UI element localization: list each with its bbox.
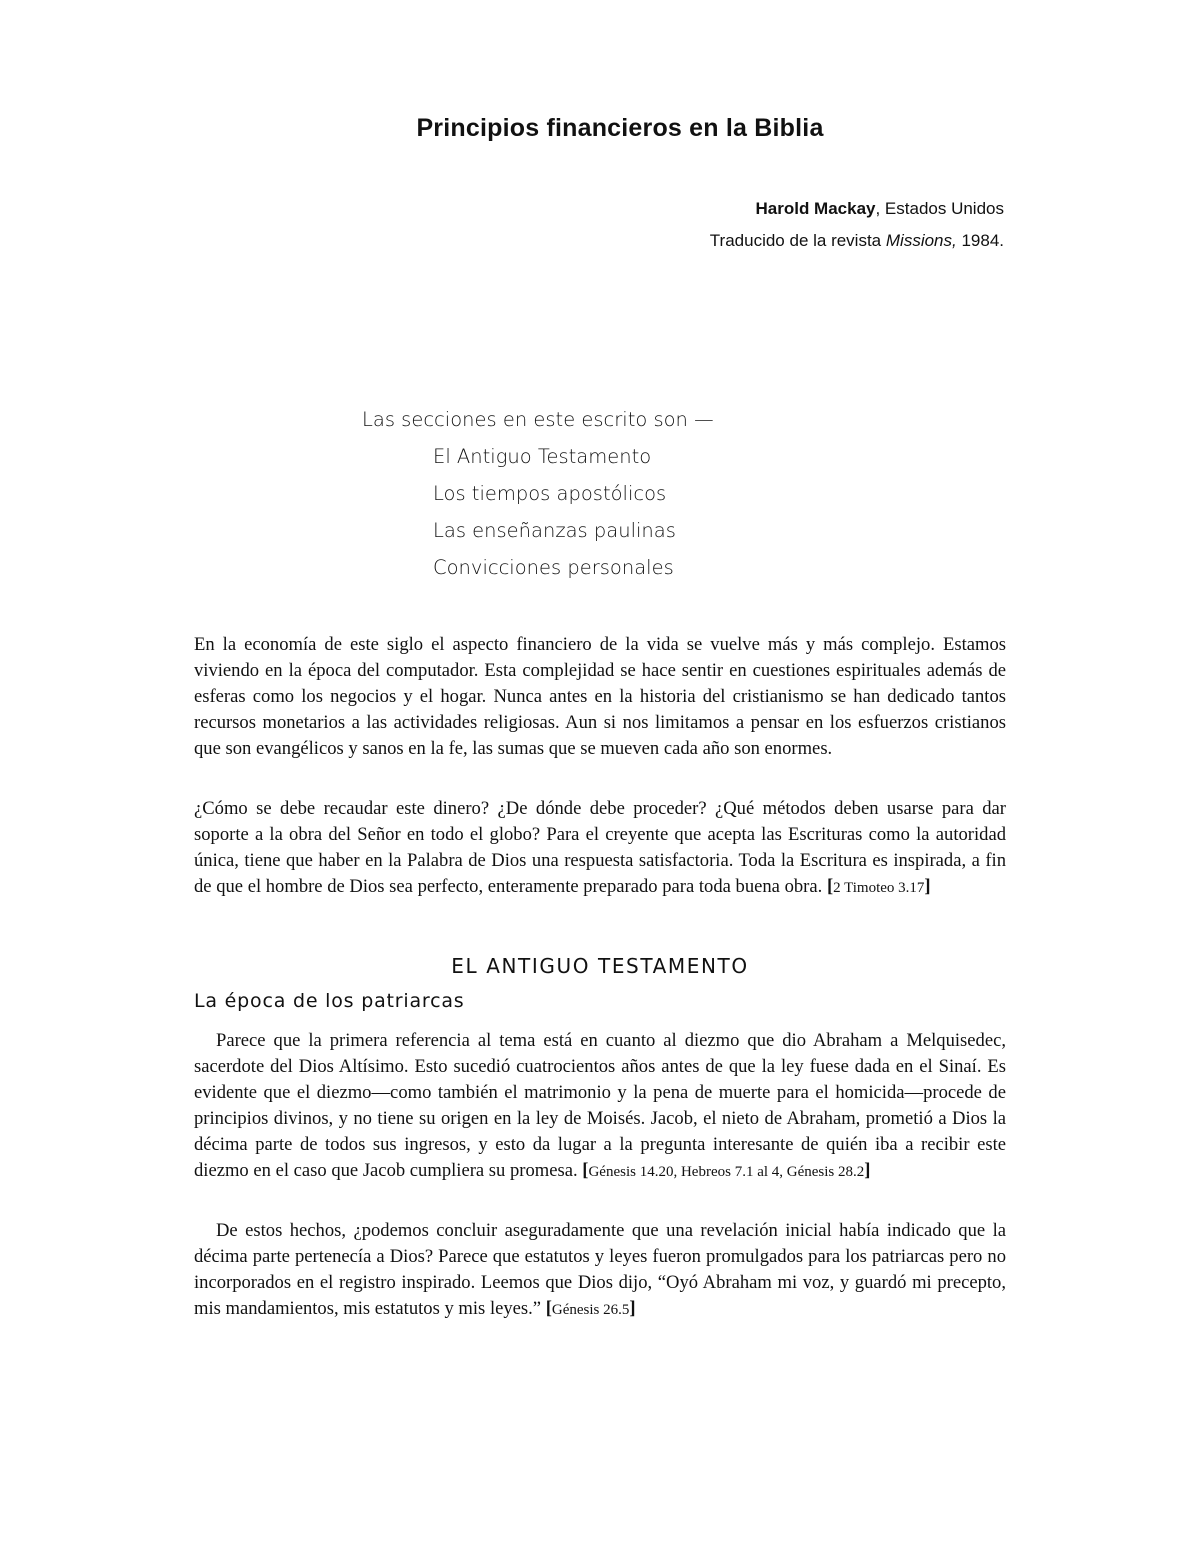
- paragraph-body: [194, 1218, 1006, 1324]
- paragraph-body: [194, 796, 1006, 902]
- section-item: Las enseñanzas paulinas: [433, 519, 676, 542]
- sections-list: [362, 408, 714, 580]
- intro-paragraph-1: [194, 632, 1006, 762]
- section-item: El Antiguo Testamento: [433, 445, 652, 468]
- publication-year: 1984.: [956, 231, 1004, 250]
- scripture-reference: Génesis 14.20, Hebreos 7.1 al 4, Génesis 28.2: [588, 1163, 865, 1180]
- sections-intro: Las secciones en este escrito son —: [362, 408, 714, 431]
- magazine-name: Missions,: [885, 231, 957, 250]
- sections-items: [362, 445, 714, 580]
- bracket-close: ]: [864, 1159, 871, 1181]
- author-line: [755, 199, 1004, 219]
- section-item: Convicciones personales: [433, 556, 674, 579]
- paragraph-text: Parece que la primera referencia al tema está en cuanto al diezmo que dio Abraham a Melquisedec, sacerdote del Dios Altísimo. Esto sucedió cuatrocientos años antes de que la ley fuese dada en el Sinaí. Es evidente que el diezmo—como también el matrimonio y la pena de muerte para el homicida—procede de principios divinos, y no tiene su origen en la ley de Moisés. Jacob, el nieto de Abraham, prometió a Dios la décima parte de todos sus ingresos, y esto da lugar a la pregunta interesante de quién iba a recibir este diezmo en el caso que Jacob cumpliera su promesa.: [194, 1030, 1006, 1181]
- paragraph-text: ¿Cómo se debe recaudar este dinero? ¿De dónde debe proceder? ¿Qué métodos deben usarse para dar soporte a la obra del Señor en todo el globo? Para el creyente que acepta las Escrituras como la autoridad única, tiene que haber en la Palabra de Dios una respuesta satisfactoria. Toda la Escritura es inspirada, a fin de que el hombre de Dios sea perfecto, enteramente preparado para toda buena obra.: [194, 798, 1006, 897]
- paragraph-text: En la economía de este siglo el aspecto financiero de la vida se vuelve más y más complejo. Estamos viviendo en la época del computador. Esta complejidad se hace sentir en cuestiones espirituales además de esferas como los negocios y el hogar. Nunca antes en la historia del cristianismo se han dedicado tantos recursos monetarios a las actividades religiosas. Aun si nos limitamos a pensar en los esfuerzos cristianos que son evangélicos y sanos en la fe, las sumas que se mueven cada año son enormes.: [194, 634, 1006, 759]
- patriarchs-paragraph-2: [194, 1218, 1006, 1324]
- paragraph-body: [194, 1028, 1006, 1185]
- author-country: , Estados Unidos: [875, 199, 1004, 218]
- scripture-reference: Génesis 26.5: [551, 1301, 630, 1318]
- translation-prefix: Traducido de la revista: [709, 231, 886, 250]
- section-heading: EL ANTIGUO TESTAMENTO: [451, 954, 749, 978]
- paragraph-text: De estos hechos, ¿podemos concluir aseguradamente que una revelación inicial había indicado que la décima parte pertenecía a Dios? Parece que estatutos y leyes fueron promulgados para los patriarcas pero no incorporados en el registro inspirado. Leemos que Dios dijo, “Oyó Abraham mi voz, y guardó mi precepto, mis mandamientos, mis estatutos y mis leyes.”: [194, 1220, 1006, 1319]
- bracket-open: [: [826, 875, 834, 897]
- document-title: Principios financieros en la Biblia: [416, 114, 824, 142]
- patriarchs-paragraph-1: [194, 1028, 1006, 1185]
- intro-paragraph-2: [194, 796, 1006, 902]
- bracket-close: ]: [924, 875, 931, 897]
- bracket-close: ]: [629, 1297, 636, 1319]
- subsection-heading: La época de los patriarcas: [194, 990, 465, 1012]
- bracket-open: [: [582, 1159, 589, 1181]
- author-name: Harold Mackay: [755, 199, 876, 218]
- section-item: Los tiempos apostólicos: [433, 482, 667, 505]
- scripture-reference: 2 Timoteo 3.17: [833, 879, 925, 896]
- translation-note: [710, 231, 1004, 251]
- bracket-open: [: [545, 1297, 552, 1319]
